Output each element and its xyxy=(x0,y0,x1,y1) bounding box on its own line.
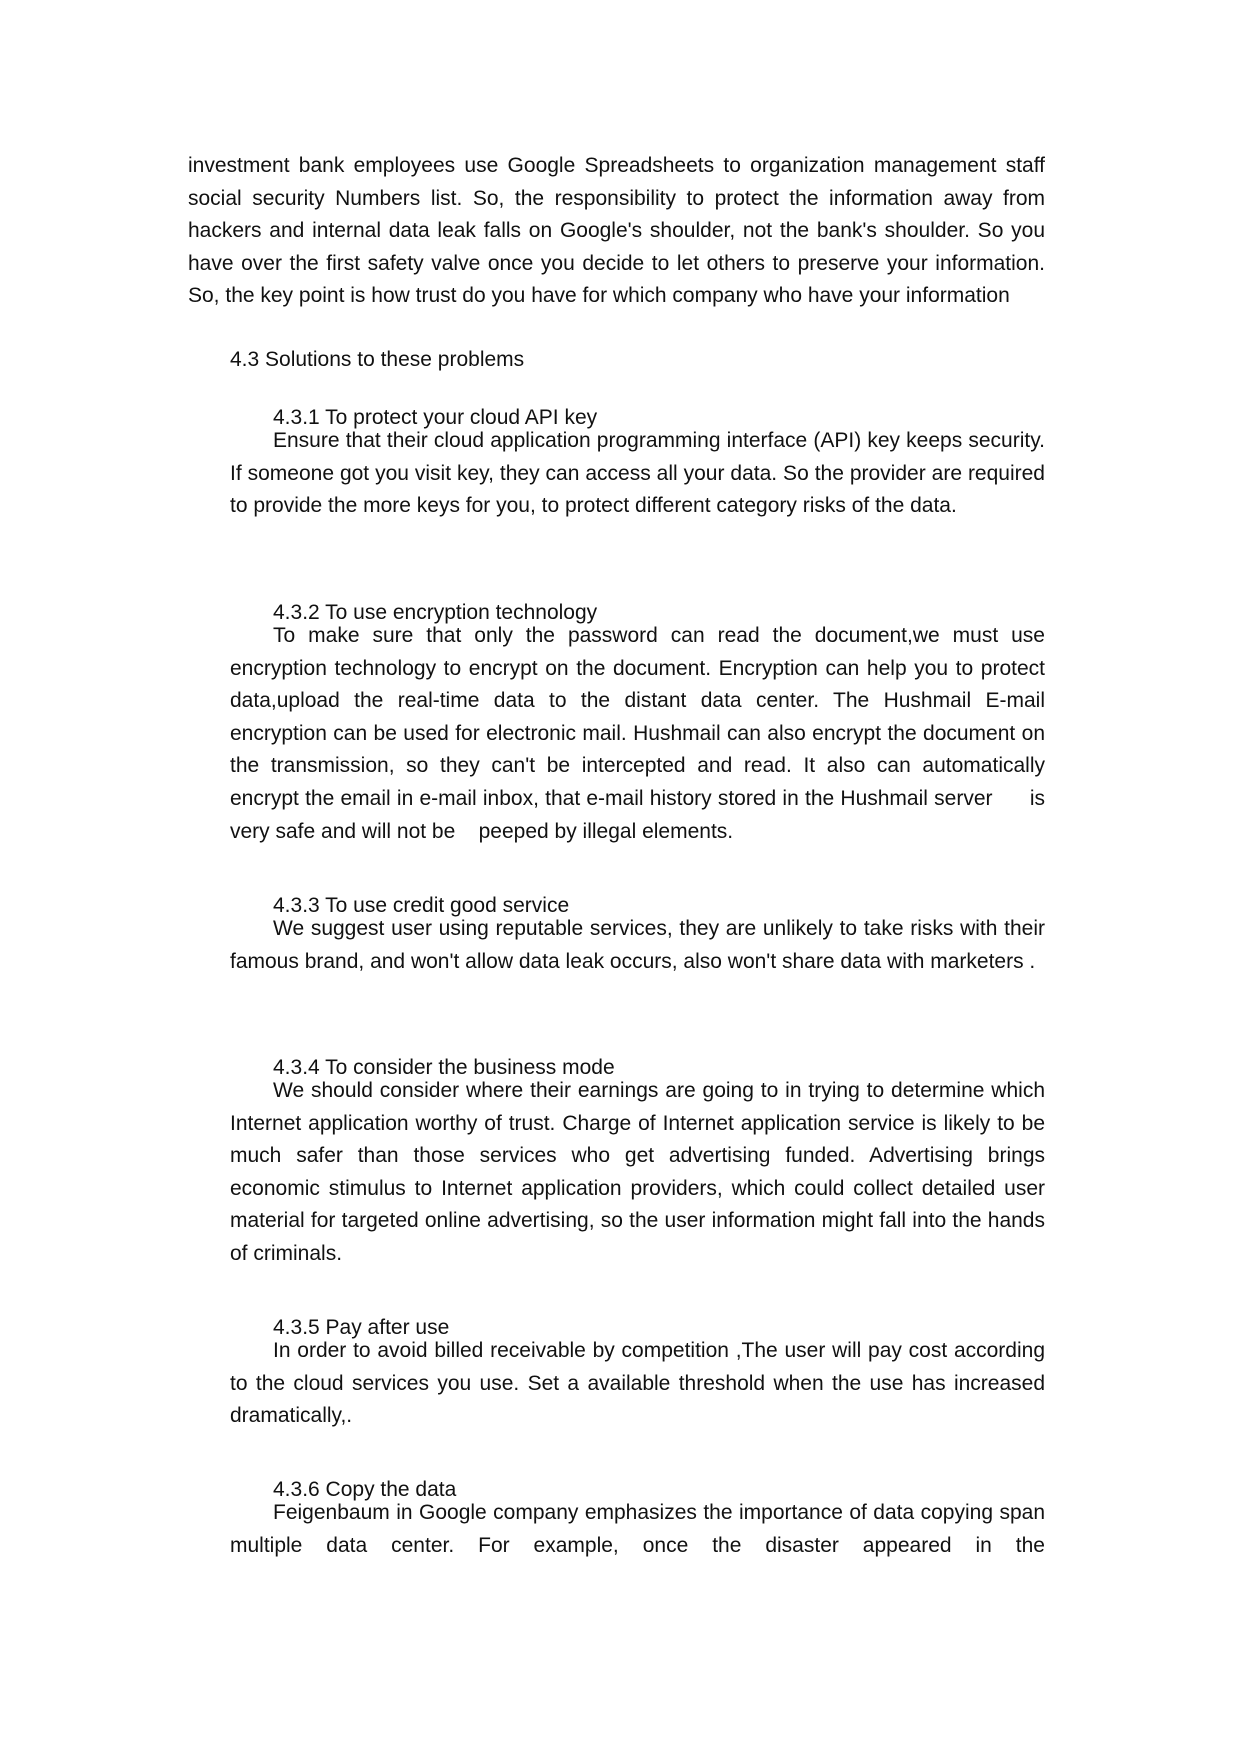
intro-paragraph: investment bank employees use Google Spreadsheets to organization management staff social security Numbers list. So, the responsibility to protect the information away from hackers and internal data leak falls on Google's shoulder, not the bank's shoulder. So you have over the first safety valve once you decide to let others to preserve your information. So, the key point is how trust do you have for which company who have your information xyxy=(188,154,1045,308)
subsection-body-4-3-3: We suggest user using reputable services, they are unlikely to take risks with their famous brand, and won't allow data leak occurs, also won't share data with marketers . xyxy=(230,917,1045,973)
subsection-heading-4-3-5: 4.3.5 Pay after use xyxy=(273,1316,450,1339)
subsection-heading-4-3-3: 4.3.3 To use credit good service xyxy=(273,894,570,917)
subsection-body-4-3-5: In order to avoid billed receivable by competition ,The user will pay cost according to the cloud services you use. Set a available threshold when the use has increased dramatically,. xyxy=(230,1339,1045,1428)
subsection-body-4-3-6: Feigenbaum in Google company emphasizes the importance of data copying span multiple data center. For example, once the disaster appeared in the xyxy=(230,1501,1045,1557)
subsection-body-4-3-4: We should consider where their earnings are going to in trying to determine which Internet application worthy of trust. Charge of Internet application service is likely to be much safer than those services who get advertising funded. Advertising brings economic stimulus to Internet application providers, which could collect detailed user material for targeted online advertising, so the user information might fall into the hands of criminals. xyxy=(230,1079,1045,1265)
subsection-body-4-3-1: Ensure that their cloud application programming interface (API) key keeps security. If someone got you visit key, they can access all your data. So the provider are required to provide the more keys for you, to protect different category risks of the data. xyxy=(230,429,1045,518)
subsection-body-4-3-2: To make sure that only the password can read the document,we must use encryption technology to encrypt on the document. Encryption can help you to protect data,upload the real-time data to the distant data center. The Hushmail E-mail encryption can be used for electronic mail. Hushmail can also encrypt the document on the transmission, so they can't be intercepted and read. It also can automatically encrypt the email in e-mail inbox, that e-mail history stored in the Hushmail server is very safe and will not be peeped by illegal elements. xyxy=(230,624,1051,843)
subsection-heading-4-3-4: 4.3.4 To consider the business mode xyxy=(273,1056,615,1079)
subsection-heading-4-3-2: 4.3.2 To use encryption technology xyxy=(273,601,598,624)
subsection-heading-4-3-1: 4.3.1 To protect your cloud API key xyxy=(273,406,598,429)
section-heading: 4.3 Solutions to these problems xyxy=(230,348,525,371)
subsection-heading-4-3-6: 4.3.6 Copy the data xyxy=(273,1478,457,1501)
